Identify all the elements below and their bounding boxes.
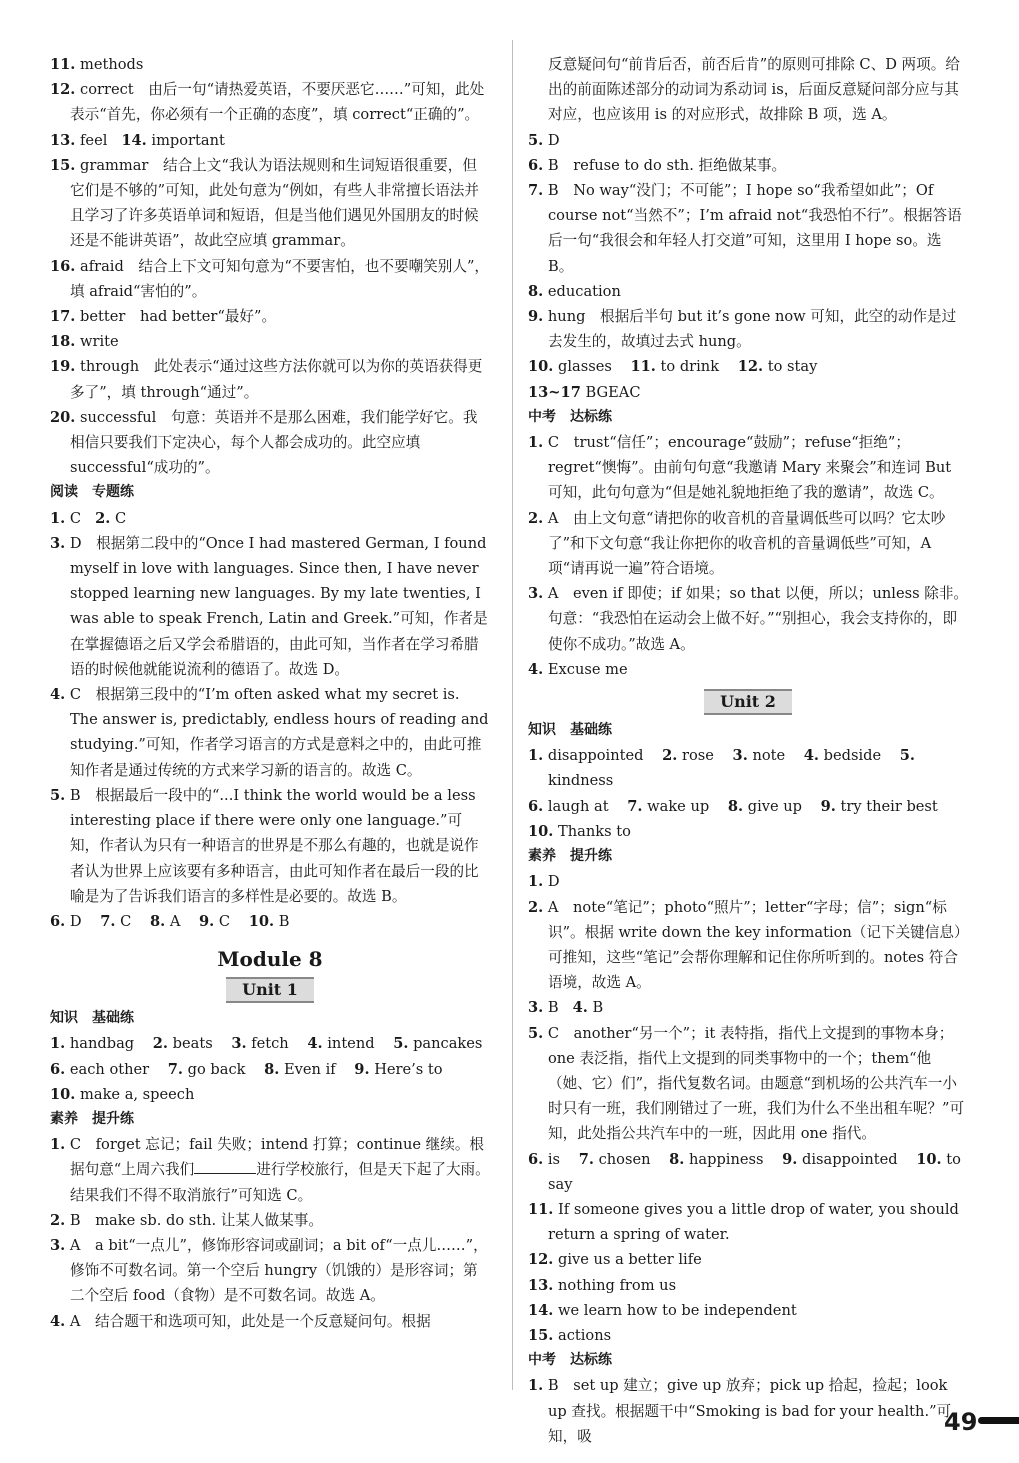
answer-item: 13~17 BGEAC: [528, 383, 641, 401]
answer-item: 13. feel 14. important: [50, 131, 225, 149]
answer-item: 1. handbag 2. beats 3. fetch 4. intend 5. pancakes: [50, 1035, 483, 1053]
section-heading-reading: 阅读 专题练: [50, 484, 134, 501]
answer-item: 3. B 4. B: [528, 999, 604, 1017]
answer-item: 1. D: [528, 873, 560, 891]
column-divider: [512, 40, 513, 1390]
answer-item: 12. correct 由后一句“请热爱英语，不要厌恶它……”可知，此处表示“首先，你必须有一个正确的态度”，填 correct“正确的”。: [50, 81, 485, 124]
answer-item: 11. If someone gives you a little drop of water, you should return a spring of water.: [528, 1200, 959, 1244]
answer-item: 17. better had better“最好”。: [50, 308, 277, 326]
answer-item: 5. B 根据最后一段中的“...I think the world would be a less interesting place if there were only one language.”可知，作者认为只有一种语言的世界是不那么有趣的，也就是说作者认为世界上应该要有多种语言，由此可知作者在最后一段的比喻是为了告诉我们语言的多样性是必要的。故选 B。: [50, 786, 479, 905]
section-heading-zhongkao: 中考 达标练: [528, 408, 612, 425]
answer-item: 1. B set up 建立；give up 放弃；pick up 拾起，捡起；look up 查找。根据题干中“Smoking is bad for your health.”可知，吸: [528, 1377, 952, 1445]
answer-item: 10. make a, speech: [50, 1085, 195, 1103]
answer-item: 14. we learn how to be independent: [528, 1301, 797, 1319]
answer-item: 13. nothing from us: [528, 1276, 677, 1294]
answer-item: 5. C another“另一个”；it 表特指，指代上文提到的事物本身；one 表泛指，指代上文提到的同类事物中的一个；them“他（她、它）们”，指代复数名词。由题意“到机场的公共汽车一小时只有一班，我们刚错过了一班，我们为什么不坐出租车呢？”可知，此处指公共汽车中的一班，因此用 one 指代。: [528, 1024, 965, 1143]
answer-item: 1. C forget 忘记；fail 失败；intend 打算；continue 继续。根据句意“上周六我们 进行学校旅行，但是天下起了大雨。结果我们不得不取消旅行”可知选 C。: [50, 1136, 490, 1204]
answer-item: 18. write: [50, 333, 119, 351]
answer-item: 6. each other 7. go back 8. Even if 9. Here’s to: [50, 1060, 443, 1078]
answer-item: 4. A 结合题干和选项可知，此处是一个反意疑问句。根据: [50, 1312, 431, 1330]
answer-item: 6. laugh at 7. wake up 8. give up 9. try their best: [528, 797, 938, 815]
answer-item: 7. B No way“没门；不可能”；I hope so“我希望如此”；Of course not“当然不”；I’m afraid not“我恐怕不行”。根据答语后一句“我很会和年轻人打交道”可知，这里用 I hope so。选 B。: [528, 182, 962, 275]
answer-item: 2. A note“笔记”；photo“照片”；letter“字母；信”；sign“标识”。根据 write down the key information（记下关键信息）可推知，这些“笔记”会帮你理解和记住你所听到的。notes 符合语境，故选 A。: [528, 898, 962, 992]
answer-item: 10. Thanks to: [528, 822, 631, 840]
answer-item: 15. grammar 结合上文“我认为语法规则和生词短语很重要，但它们是不够的”可知，此处句意为“例如，有些人非常擅长语法并且学习了许多英语单词和短语，但是当他们遇见外国朋友的时候还是不能讲英语”，故此空应填 grammar。: [50, 156, 479, 250]
section-heading-improve: 素养 提升练: [528, 848, 612, 865]
answer-item: 3. D 根据第二段中的“Once I had mastered German, I found myself in love with languages. Since then, I have never stopped learning new languages. By my late twenties, I was able to speak French, Latin and Greek.”可知，作者是在掌握德语之后又学会希腊语的，由此可知，当作者在学习希腊语的时候他就能说流利的德语了。故选 D。: [50, 534, 488, 678]
answer-item: 19. through 此处表示“通过这些方法你就可以为你的英语获得更多了”，填 through“通过”。: [50, 358, 483, 401]
answer-item: 16. afraid 结合上下文可知句意为“不要害怕，也不要嘲笑别人”，填 afraid“害怕的”。: [50, 257, 489, 300]
module-title: Module 8: [217, 947, 323, 972]
answer-item: 4. C 根据第三段中的“I’m often asked what my secret is. The answer is, predictably, endless hours of reading and studying.”可知，作者学习语言的方式是意料之中的，由此可推知作者是通过传统的方式来学习新的语言的。故选 C。: [50, 686, 489, 779]
answer-item: 3. A a bit“一点儿”，修饰形容词或副词；a bit of“一点儿……”，修饰不可数名词。第一个空后 hungry（饥饿的）是形容词；第二个空后 food（食物）是不可数名词。故选 A。: [50, 1236, 488, 1305]
answer-item: 10. glasses 11. to drink 12. to stay: [528, 358, 818, 376]
unit-title: Unit 2: [704, 689, 792, 715]
answer-item: 9. hung 根据后半句 but it’s gone now 可知，此空的动作是过去发生的，故填过去式 hung。: [528, 308, 957, 351]
section-heading-zhongkao: 中考 达标练: [528, 1352, 612, 1369]
answer-item: 15. actions: [528, 1326, 612, 1344]
answer-item: 5. D: [528, 131, 560, 149]
answer-item: 3. A even if 即使；if 如果；so that 以便，所以；unless 除非。句意：“我恐怕在运动会上做不好。”“别担心，我会支持你的，即使你不成功。”故选 A。: [528, 585, 969, 653]
answer-item: 8. education: [528, 282, 621, 300]
section-heading-basic: 知识 基础练: [50, 1010, 134, 1027]
section-heading-improve: 素养 提升练: [50, 1110, 134, 1127]
answer-item: 12. give us a better life: [528, 1251, 702, 1269]
answer-item: 1. C trust“信任”；encourage“鼓励”；refuse“拒绝”；regret“懊悔”。由前句句意“我邀请 Mary 来聚会”和连词 But 可知，此句句意为“但是她礼貌地拒绝了我的邀请”，故选 C。: [528, 434, 952, 502]
answer-item: 2. B make sb. do sth. 让某人做某事。: [50, 1211, 323, 1229]
answer-item: 1. disappointed 2. rose 3. note 4. bedside 5. kindness: [528, 747, 916, 790]
left-column: [50, 52, 490, 1334]
answer-item: 1. C 2. C: [50, 509, 127, 527]
continued-text: 反意疑问句“前肯后否，前否后肯”的原则可排除 C、D 两项。给出的前面陈述部分的动词为系动词 is，后面反意疑问部分应与其对应，也应该用 is 的对应形式，故排除 B 项，选 A。: [548, 56, 960, 124]
answer-item: 6. B refuse to do sth. 拒绝做某事。: [528, 156, 787, 174]
answer-item: 11. methods: [50, 56, 144, 73]
unit-title: Unit 1: [226, 977, 314, 1003]
section-heading-basic: 知识 基础练: [528, 722, 612, 739]
answer-item: 2. A 由上文句意“请把你的收音机的音量调低些可以吗？它太吵了”和下文句意“我让你把你的收音机的音量调低些”可知，A 项“请再说一遍”符合语境。: [528, 509, 946, 578]
right-column: [528, 52, 968, 1449]
answer-item: 6. is 7. chosen 8. happiness 9. disappointed 10. to say: [528, 1150, 961, 1193]
answer-item: 6. D 7. C 8. A 9. C 10. B: [50, 912, 290, 930]
page-number-bar: [978, 1417, 1019, 1424]
answer-item: 20. successful 句意：英语并不是那么困难，我们能学好它。我相信只要我们下定决心，每个人都会成功的。此空应填 successful“成功的”。: [50, 408, 478, 477]
fill-blank: [194, 1159, 256, 1174]
page-number: 49: [944, 1408, 978, 1436]
answer-item: 4. Excuse me: [528, 660, 628, 678]
